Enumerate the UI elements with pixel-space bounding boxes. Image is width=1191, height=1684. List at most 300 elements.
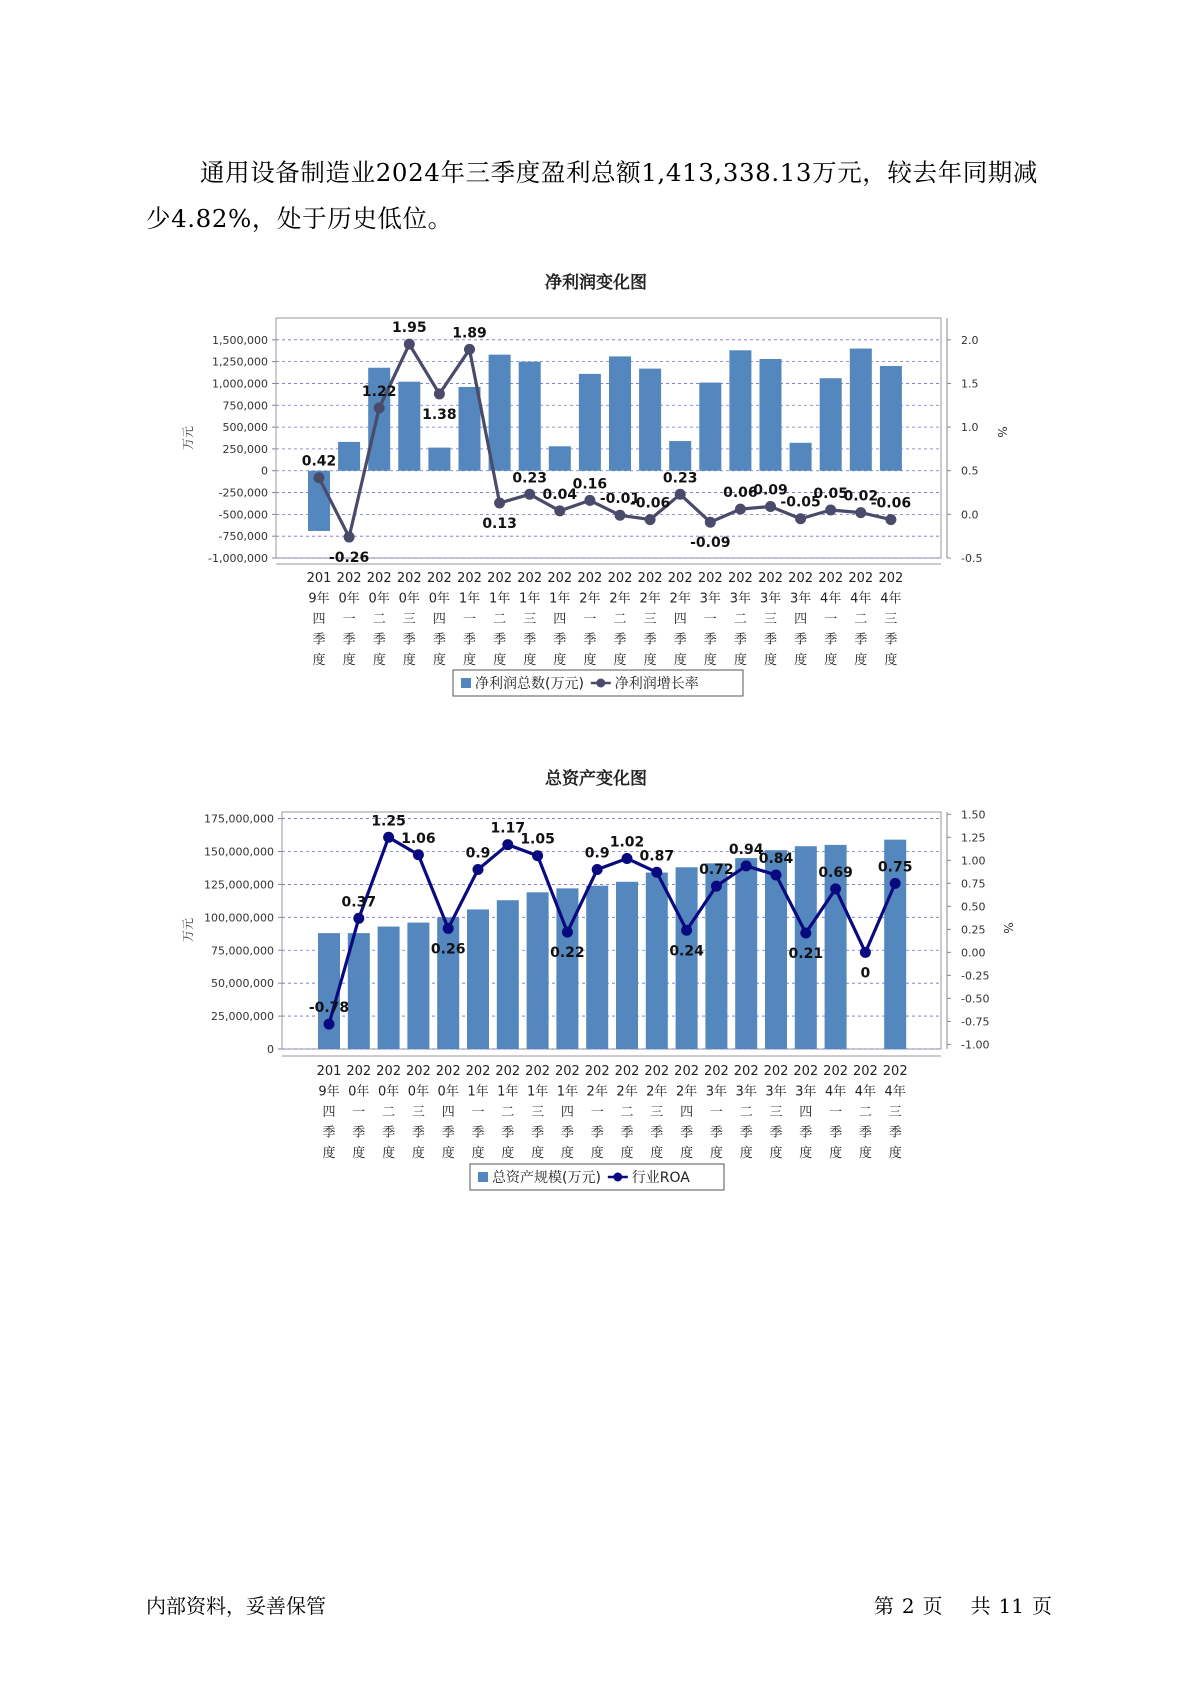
category-label: 0年 bbox=[407, 1084, 430, 1100]
right-tick-label: 0.5 bbox=[961, 464, 979, 478]
line-point bbox=[404, 339, 415, 350]
category-label: 季 bbox=[613, 632, 627, 648]
right-tick-label: 1.25 bbox=[961, 831, 986, 845]
bar bbox=[820, 378, 842, 471]
category-label: 0年 bbox=[368, 591, 390, 607]
category-label: 度 bbox=[650, 1146, 664, 1161]
category-label: 度 bbox=[402, 653, 416, 668]
category-label: 202 bbox=[607, 571, 633, 586]
category-label: 季 bbox=[824, 632, 838, 648]
category-label: 度 bbox=[441, 1146, 455, 1161]
left-tick-label: 500,000 bbox=[222, 421, 268, 435]
category-label: 1年 bbox=[556, 1084, 579, 1100]
category-label: 1年 bbox=[519, 591, 541, 607]
left-tick-label: 750,000 bbox=[222, 399, 268, 413]
category-label: 1年 bbox=[549, 591, 571, 607]
category-label: 一 bbox=[829, 1105, 843, 1120]
category-label: 度 bbox=[471, 1146, 485, 1161]
category-label: 4年 bbox=[824, 1084, 847, 1100]
category-label: 季 bbox=[342, 632, 356, 648]
category-label: 202 bbox=[547, 571, 573, 586]
right-tick-label: -1.00 bbox=[961, 1038, 990, 1052]
category-label: 202 bbox=[577, 571, 603, 586]
point-data-label: 0.09 bbox=[753, 482, 788, 499]
category-label: 201 bbox=[306, 571, 332, 586]
category-label: 202 bbox=[426, 571, 452, 586]
category-label: 度 bbox=[432, 653, 446, 668]
category-label: 202 bbox=[882, 1064, 908, 1079]
category-label: 度 bbox=[799, 1146, 813, 1161]
point-data-label: 0.21 bbox=[788, 946, 824, 963]
right-tick-label: 1.5 bbox=[961, 377, 979, 391]
category-label: 二 bbox=[733, 612, 747, 627]
left-tick-label: 175,000,000 bbox=[204, 812, 274, 826]
right-tick-label: -0.5 bbox=[961, 552, 983, 565]
point-data-label: 0 bbox=[860, 965, 871, 982]
line-point bbox=[765, 501, 776, 512]
left-tick-label: 125,000,000 bbox=[204, 878, 274, 892]
category-label: 三 bbox=[402, 612, 416, 627]
right-tick-label: 0.75 bbox=[961, 877, 986, 891]
category-label: 度 bbox=[829, 1146, 843, 1161]
category-label: 一 bbox=[352, 1105, 366, 1120]
category-label: 度 bbox=[523, 653, 537, 668]
category-label: 202 bbox=[346, 1064, 372, 1079]
point-data-label: 1.22 bbox=[361, 383, 397, 400]
category-label: 季 bbox=[854, 632, 868, 648]
category-label: 三 bbox=[769, 1105, 783, 1120]
category-label: 四 bbox=[673, 612, 687, 627]
line-point bbox=[890, 878, 901, 889]
category-label: 季 bbox=[673, 632, 687, 648]
category-label: 度 bbox=[794, 653, 808, 668]
point-data-label: 1.89 bbox=[452, 325, 487, 342]
line-point bbox=[592, 864, 603, 875]
point-data-label: -0.05 bbox=[780, 494, 821, 511]
line-point bbox=[651, 867, 662, 878]
point-data-label: 0.02 bbox=[843, 488, 879, 505]
category-label: 0年 bbox=[428, 591, 451, 607]
category-label: 一 bbox=[824, 612, 838, 627]
category-label: 度 bbox=[531, 1146, 545, 1161]
category-label: 季 bbox=[884, 632, 898, 648]
category-label: 季 bbox=[763, 632, 778, 648]
category-label: 一 bbox=[709, 1105, 723, 1120]
category-label: 三 bbox=[763, 612, 778, 627]
category-label: 季 bbox=[441, 1125, 455, 1141]
category-label: 四 bbox=[799, 1105, 813, 1120]
bar bbox=[579, 374, 601, 471]
category-label: 202 bbox=[878, 571, 904, 586]
bar bbox=[428, 448, 450, 471]
category-label: 度 bbox=[501, 1146, 515, 1161]
line-point bbox=[314, 472, 325, 483]
category-label: 季 bbox=[523, 632, 537, 648]
category-label: 一 bbox=[703, 612, 717, 627]
category-label: 二 bbox=[739, 1105, 753, 1120]
category-label: 2年 bbox=[639, 591, 661, 607]
point-data-label: 0.26 bbox=[430, 941, 466, 958]
category-label: 一 bbox=[471, 1105, 485, 1120]
point-data-label: -0.26 bbox=[328, 550, 370, 567]
category-label: 202 bbox=[396, 571, 422, 586]
bar bbox=[338, 442, 360, 471]
category-label: 0年 bbox=[377, 1084, 400, 1100]
page-number: 2 bbox=[901, 1594, 915, 1618]
legend-bar-label: 总资产规模(万元) bbox=[492, 1170, 601, 1186]
category-label: 202 bbox=[848, 571, 874, 586]
category-label: 2年 bbox=[675, 1084, 698, 1100]
category-label: 202 bbox=[667, 571, 693, 586]
category-label: 季 bbox=[462, 632, 477, 648]
point-data-label: -0.06 bbox=[870, 495, 912, 512]
line-point bbox=[795, 513, 806, 524]
line-point bbox=[413, 849, 424, 860]
category-label: 季 bbox=[620, 1125, 634, 1141]
category-label: 4年 bbox=[884, 1084, 906, 1100]
category-label: 季 bbox=[411, 1125, 425, 1141]
category-label: 季 bbox=[794, 632, 808, 648]
category-label: 1年 bbox=[488, 591, 511, 607]
point-data-label: 0.87 bbox=[639, 848, 675, 865]
left-axis-label: 万元 bbox=[181, 425, 195, 451]
bar bbox=[497, 900, 519, 1049]
category-label: 一 bbox=[590, 1105, 604, 1120]
category-label: 4年 bbox=[820, 591, 842, 607]
category-label: 三 bbox=[650, 1105, 664, 1120]
chart-title: 净利润变化图 bbox=[545, 273, 647, 293]
intro-paragraph: 通用设备制造业2024年三季度盈利总额1,413,338.13万元，较去年同期减少4.82%，处于历史低位。 bbox=[146, 158, 1038, 233]
category-label: 1年 bbox=[497, 1084, 519, 1100]
line-point bbox=[825, 505, 836, 516]
category-label: 二 bbox=[620, 1105, 634, 1120]
category-label: 三 bbox=[523, 612, 537, 627]
legend-line-marker bbox=[596, 679, 605, 688]
category-label: 202 bbox=[674, 1064, 700, 1079]
category-label: 季 bbox=[553, 632, 567, 648]
right-tick-label: 0.25 bbox=[961, 923, 986, 937]
category-label: 4年 bbox=[850, 591, 872, 607]
bar bbox=[850, 349, 872, 471]
category-label: 一 bbox=[462, 612, 477, 627]
left-tick-label: 25,000,000 bbox=[211, 1010, 274, 1024]
category-label: 0年 bbox=[398, 591, 420, 607]
category-label: 202 bbox=[366, 571, 392, 586]
category-label: 3年 bbox=[765, 1084, 787, 1100]
point-data-label: 0.94 bbox=[728, 841, 764, 858]
line-point bbox=[885, 514, 896, 525]
category-label: 度 bbox=[703, 653, 717, 668]
line-point bbox=[711, 881, 722, 892]
left-axis-label: 万元 bbox=[181, 917, 195, 943]
line-point bbox=[584, 495, 595, 506]
bar bbox=[549, 446, 571, 470]
point-data-label: 0.37 bbox=[341, 894, 377, 911]
line-point bbox=[374, 402, 385, 413]
category-label: 季 bbox=[432, 632, 446, 648]
category-label: 3年 bbox=[735, 1084, 757, 1100]
line-point bbox=[443, 923, 454, 934]
category-label: 度 bbox=[342, 653, 356, 668]
category-label: 度 bbox=[590, 1146, 604, 1161]
right-tick-label: 2.0 bbox=[961, 333, 979, 347]
point-data-label: 0.05 bbox=[813, 486, 848, 502]
category-label: 季 bbox=[829, 1125, 843, 1141]
category-label: 2年 bbox=[616, 1084, 638, 1100]
right-tick-label: -0.75 bbox=[961, 1015, 990, 1029]
category-label: 二 bbox=[493, 612, 507, 627]
category-label: 四 bbox=[680, 1105, 694, 1120]
bar bbox=[790, 443, 812, 471]
right-tick-label: 1.0 bbox=[961, 421, 979, 435]
category-label: 0年 bbox=[338, 591, 360, 607]
category-label: 202 bbox=[644, 1064, 670, 1079]
bar bbox=[407, 923, 429, 1049]
category-label: 202 bbox=[435, 1064, 461, 1079]
bar bbox=[609, 356, 631, 470]
line-point bbox=[681, 925, 692, 936]
category-label: 度 bbox=[312, 653, 326, 668]
category-label: 202 bbox=[405, 1064, 431, 1079]
category-label: 202 bbox=[465, 1064, 491, 1079]
left-tick-label: 100,000,000 bbox=[204, 911, 274, 925]
legend-bar-label: 净利润总数(万元) bbox=[475, 676, 584, 692]
footer-page-info bbox=[874, 1590, 1052, 1619]
category-label: 202 bbox=[852, 1064, 878, 1079]
category-label: 度 bbox=[322, 1146, 336, 1161]
left-tick-label: -1,000,000 bbox=[208, 552, 268, 565]
category-label: 202 bbox=[554, 1064, 580, 1079]
point-data-label: -0.01 bbox=[599, 491, 641, 508]
point-data-label: 0.84 bbox=[758, 851, 794, 868]
point-data-label: 0.42 bbox=[301, 453, 337, 470]
bar bbox=[527, 892, 549, 1049]
right-tick-label: 0.00 bbox=[961, 946, 986, 960]
category-label: 季 bbox=[493, 632, 507, 648]
category-label: 202 bbox=[697, 571, 723, 586]
category-label: 二 bbox=[613, 612, 627, 627]
category-label: 9年 bbox=[308, 591, 330, 607]
right-tick-label: -0.50 bbox=[961, 992, 990, 1006]
category-label: 季 bbox=[590, 1125, 604, 1141]
left-tick-label: 75,000,000 bbox=[211, 944, 274, 958]
line-point bbox=[622, 853, 633, 864]
line-point bbox=[735, 504, 746, 515]
point-data-label: 1.25 bbox=[371, 813, 406, 830]
point-data-label: 0.23 bbox=[512, 470, 547, 487]
category-label: 四 bbox=[560, 1105, 574, 1120]
bar bbox=[398, 382, 420, 471]
bar bbox=[437, 917, 459, 1049]
point-data-label: 0.06 bbox=[723, 485, 758, 502]
line-point bbox=[473, 864, 484, 875]
legend-bar-swatch bbox=[461, 678, 471, 688]
category-label: 202 bbox=[818, 571, 844, 586]
point-data-label: 0.72 bbox=[699, 862, 734, 879]
line-point bbox=[645, 514, 656, 525]
bar bbox=[729, 350, 751, 470]
category-label: 三 bbox=[531, 1105, 545, 1120]
legend-line-label: 净利润增长率 bbox=[614, 676, 699, 692]
category-label: 一 bbox=[583, 612, 597, 627]
category-label: 季 bbox=[531, 1125, 545, 1141]
bar bbox=[467, 909, 489, 1049]
point-data-label: -0.09 bbox=[690, 535, 731, 552]
category-label: 四 bbox=[441, 1105, 455, 1120]
point-data-label: 1.38 bbox=[422, 406, 457, 423]
left-tick-label: -500,000 bbox=[218, 508, 268, 522]
category-label: 季 bbox=[680, 1125, 694, 1141]
total-assets-chart bbox=[0, 760, 1191, 1230]
point-data-label: 0.69 bbox=[818, 864, 853, 881]
category-label: 202 bbox=[336, 571, 362, 586]
right-axis-label: % bbox=[1001, 922, 1015, 934]
category-label: 季 bbox=[643, 632, 657, 648]
category-label: 202 bbox=[376, 1064, 402, 1079]
point-data-label: -0.78 bbox=[308, 1000, 350, 1017]
category-label: 度 bbox=[733, 653, 747, 668]
total-prefix: 共 bbox=[970, 1594, 991, 1618]
category-label: 度 bbox=[739, 1146, 753, 1161]
category-label: 201 bbox=[316, 1064, 342, 1079]
line-point bbox=[383, 832, 394, 843]
line-point bbox=[554, 505, 565, 516]
left-tick-label: 1,250,000 bbox=[212, 355, 268, 369]
category-label: 度 bbox=[643, 653, 657, 668]
left-tick-label: 1,000,000 bbox=[212, 377, 268, 391]
category-label: 一 bbox=[342, 612, 356, 627]
category-label: 四 bbox=[432, 612, 446, 627]
legend-line-marker bbox=[613, 1173, 622, 1182]
category-label: 2年 bbox=[646, 1084, 668, 1100]
category-label: 202 bbox=[763, 1064, 789, 1079]
category-label: 四 bbox=[322, 1105, 336, 1120]
category-label: 202 bbox=[584, 1064, 610, 1079]
bar bbox=[646, 873, 668, 1049]
category-label: 四 bbox=[794, 612, 808, 627]
category-label: 季 bbox=[650, 1125, 664, 1141]
legend-bar-swatch bbox=[478, 1172, 488, 1182]
category-label: 度 bbox=[673, 653, 687, 668]
category-label: 202 bbox=[758, 571, 783, 586]
point-data-label: 0.75 bbox=[877, 859, 913, 876]
bar bbox=[699, 383, 721, 471]
category-label: 度 bbox=[854, 653, 868, 668]
category-label: 三 bbox=[884, 612, 898, 627]
category-label: 1年 bbox=[526, 1084, 549, 1100]
category-label: 度 bbox=[583, 653, 597, 668]
line-point bbox=[615, 510, 626, 521]
category-label: 度 bbox=[680, 1146, 694, 1161]
category-label: 9年 bbox=[318, 1084, 340, 1100]
category-label: 3年 bbox=[729, 591, 752, 607]
category-label: 度 bbox=[613, 653, 627, 668]
category-label: 季 bbox=[709, 1125, 723, 1141]
category-label: 度 bbox=[763, 653, 778, 668]
left-tick-label: 150,000,000 bbox=[204, 845, 274, 859]
category-label: 3年 bbox=[789, 591, 812, 607]
category-label: 季 bbox=[799, 1125, 813, 1141]
legend-line-label: 行业ROA bbox=[631, 1170, 690, 1186]
category-label: 1年 bbox=[458, 591, 481, 607]
bar bbox=[586, 886, 608, 1049]
category-label: 季 bbox=[352, 1125, 366, 1141]
net-profit-chart bbox=[0, 262, 1191, 732]
category-label: 度 bbox=[493, 653, 507, 668]
category-label: 202 bbox=[727, 571, 753, 586]
category-label: 季 bbox=[888, 1125, 902, 1141]
total-suffix: 页 bbox=[1032, 1594, 1052, 1618]
category-label: 度 bbox=[888, 1146, 902, 1161]
category-label: 度 bbox=[352, 1146, 366, 1161]
category-label: 3年 bbox=[795, 1084, 817, 1100]
bar bbox=[616, 882, 638, 1049]
category-label: 202 bbox=[614, 1064, 640, 1079]
category-label: 度 bbox=[372, 653, 386, 668]
category-label: 4年 bbox=[854, 1084, 877, 1100]
category-label: 度 bbox=[824, 653, 838, 668]
category-label: 2年 bbox=[669, 591, 691, 607]
bar bbox=[459, 387, 481, 471]
category-label: 季 bbox=[703, 632, 717, 648]
category-label: 季 bbox=[858, 1125, 872, 1141]
category-label: 3年 bbox=[705, 1084, 728, 1100]
category-label: 季 bbox=[501, 1125, 515, 1141]
left-tick-label: -750,000 bbox=[218, 530, 268, 544]
point-data-label: 0.23 bbox=[662, 470, 698, 487]
point-data-label: 1.95 bbox=[392, 320, 427, 337]
category-label: 3年 bbox=[759, 591, 782, 607]
category-label: 季 bbox=[312, 632, 326, 648]
category-label: 4年 bbox=[880, 591, 902, 607]
line-point bbox=[434, 388, 445, 399]
point-data-label: 0.13 bbox=[482, 516, 517, 533]
line-point bbox=[562, 927, 573, 938]
point-data-label: -0.06 bbox=[629, 495, 671, 512]
bar bbox=[639, 369, 661, 471]
footer-confidential-note: 内部资料，妥善保管 bbox=[146, 1594, 326, 1618]
right-tick-label: 0.50 bbox=[961, 900, 986, 914]
point-data-label: 0.9 bbox=[465, 845, 491, 862]
line-point bbox=[502, 839, 513, 850]
category-label: 202 bbox=[788, 571, 814, 586]
right-tick-label: 0.0 bbox=[961, 508, 979, 522]
bar bbox=[669, 441, 691, 471]
category-label: 季 bbox=[769, 1125, 783, 1141]
point-data-label: 0.24 bbox=[669, 943, 704, 960]
category-label: 季 bbox=[382, 1125, 396, 1141]
category-label: 3年 bbox=[699, 591, 721, 607]
bar bbox=[378, 927, 400, 1049]
category-label: 202 bbox=[487, 571, 513, 586]
category-label: 度 bbox=[462, 653, 477, 668]
category-label: 202 bbox=[733, 1064, 759, 1079]
line-point bbox=[705, 517, 716, 528]
category-label: 0年 bbox=[348, 1084, 370, 1100]
point-data-label: 0.9 bbox=[584, 845, 610, 862]
point-data-label: 1.06 bbox=[401, 830, 436, 847]
left-tick-label: 1,500,000 bbox=[212, 333, 268, 347]
category-label: 季 bbox=[402, 632, 416, 648]
category-label: 度 bbox=[411, 1146, 425, 1161]
category-label: 2年 bbox=[609, 591, 631, 607]
line-point bbox=[344, 532, 355, 543]
line-point bbox=[464, 344, 475, 355]
category-label: 季 bbox=[471, 1125, 485, 1141]
category-label: 三 bbox=[643, 612, 657, 627]
page-suffix: 页 bbox=[922, 1594, 943, 1618]
category-label: 度 bbox=[560, 1146, 574, 1161]
